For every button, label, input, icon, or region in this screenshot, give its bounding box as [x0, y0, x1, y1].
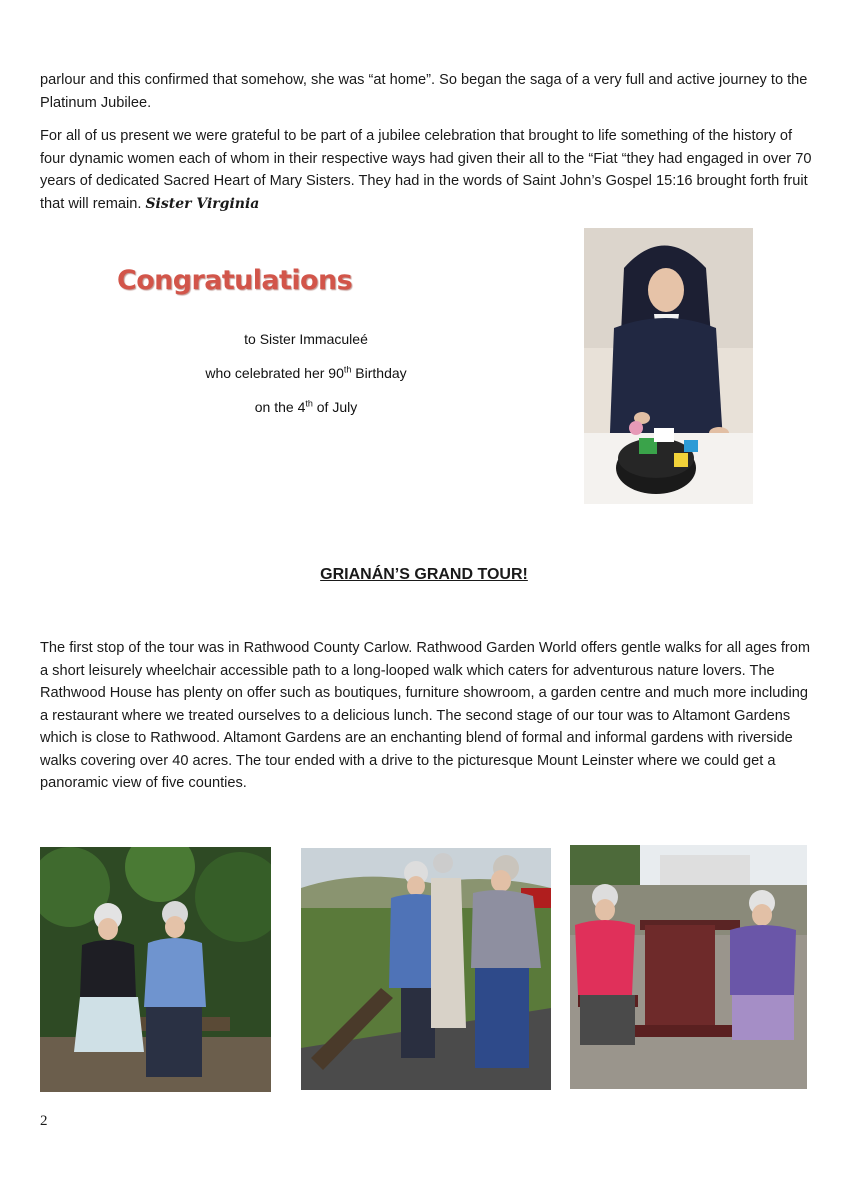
- congrats-line-1: to Sister Immaculeé: [244, 331, 368, 347]
- intro-paragraph: parlour and this confirmed that somehow, she was “at home”. So began the saga of a very full and active journey to the Platinum Jubilee.: [40, 72, 808, 111]
- garden-bench-photo: [40, 847, 271, 1092]
- birthday-photo: [584, 228, 753, 504]
- scenic-view-photo: [301, 848, 551, 1090]
- picnic-table-photo: [570, 845, 807, 1089]
- congrats-line-3: on the 4th of July: [254, 398, 358, 415]
- congratulations-title: Congratulations: [117, 265, 353, 296]
- tour-paragraph: The first stop of the tour was in Rathwood County Carlow. Rathwood Garden World offers gentle walks for all ages from a short leisurely wheelchair accessible path to a long-looped walk which caters for adventurous nature lovers. The Rathwood House has plenty on offer such as boutiques, furniture showroom, a garden centre and much more including a restaurant where we treated ourselves to a delicious lunch. The second stage of our tour was to Altamont Gardens which is close to Rathwood. Altamont Gardens are an enchanting blend of formal and informal gardens with riverside walks covering over 40 acres. The tour ended with a drive to the picturesque Mount Leinster where we could get a panoramic view of five counties.: [40, 640, 811, 791]
- jubilee-paragraph-text: For all of us present we were grateful to be part of a jubilee celebration that brought to life something of the history of four dynamic women each of whom in their respective ways had given their all to the “Fiat “they had engaged in over 70 years of dedicated Sacred Heart of Mary Sisters. They had in the words of Saint John’s Gospel 15:16 brought forth fruit that will remain.: [40, 128, 812, 212]
- congrats-line-2: who celebrated her 90th Birthday: [205, 364, 407, 381]
- jubilee-paragraph: [40, 125, 812, 215]
- tour-title: GRIANÁN’S GRAND TOUR!: [320, 566, 528, 583]
- signature: Sister Virginia: [145, 195, 260, 212]
- page-number: 2: [40, 1113, 48, 1129]
